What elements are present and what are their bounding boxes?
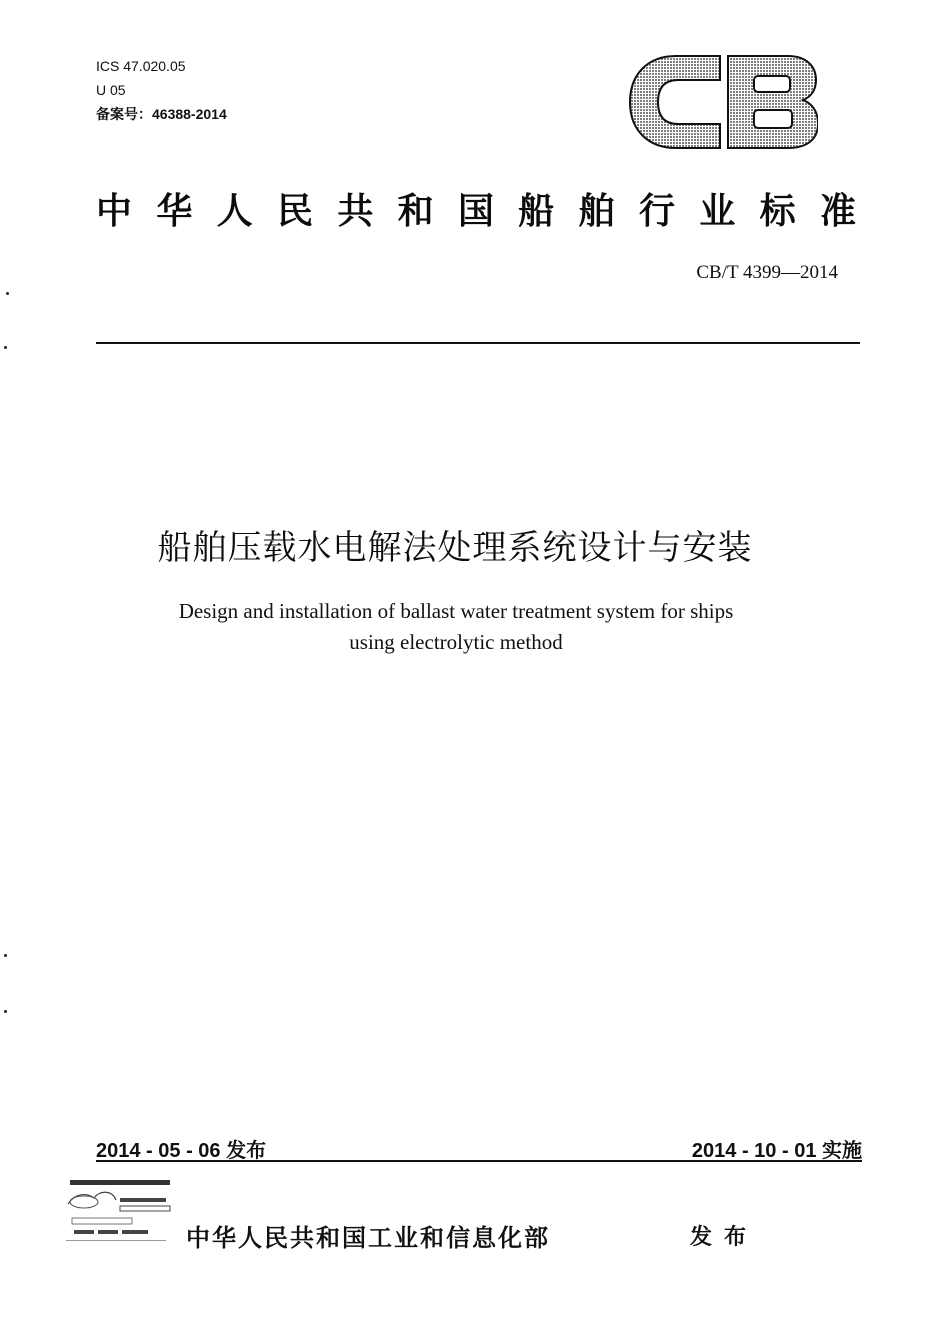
classification-code: U 05 <box>96 82 126 98</box>
title-char: 中 <box>96 191 133 232</box>
implementation-date: 2014 - 10 - 01 实施 <box>691 1140 862 1162</box>
title-char: 国 <box>457 191 494 232</box>
title-char: 民 <box>276 191 313 232</box>
publish-label: 发布 <box>690 1225 759 1250</box>
publish-date: 2014 - 05 - 06 发布 <box>96 1140 267 1162</box>
footer-divider <box>96 1160 862 1162</box>
english-title-line: Design and installation of ballast water treatment system for ships <box>178 599 734 623</box>
scan-speck <box>6 292 9 295</box>
record-number: 备案号：46388-2014 <box>96 106 227 122</box>
header-divider <box>96 342 860 344</box>
title-char: 舶 <box>578 191 615 232</box>
title-char: 准 <box>819 191 856 232</box>
title-char: 业 <box>699 191 736 232</box>
title-char: 华 <box>156 191 193 232</box>
distributor-stamp <box>60 1178 182 1250</box>
title-char: 和 <box>397 191 434 232</box>
scan-speck <box>4 1010 7 1013</box>
title-char: 行 <box>638 191 675 232</box>
scan-speck <box>4 346 7 349</box>
document-title-chinese: 船舶压载水电解法处理系统设计与安装 <box>157 528 753 568</box>
ics-code: ICS 47.020.05 <box>96 58 186 74</box>
english-title-line: using electrolytic method <box>349 630 563 654</box>
scan-speck <box>4 954 7 957</box>
title-char: 共 <box>337 191 374 232</box>
document-title-english <box>0 596 912 658</box>
title-char: 标 <box>759 191 796 232</box>
cb-logo <box>628 52 818 152</box>
title-char: 人 <box>216 191 253 232</box>
publisher-name: 中华人民共和国工业和信息化部 <box>186 1224 550 1252</box>
national-standard-title <box>96 190 856 234</box>
classification-block <box>96 54 227 126</box>
title-char: 船 <box>518 191 555 232</box>
standard-number: CB/T 4399—2014 <box>696 262 838 283</box>
